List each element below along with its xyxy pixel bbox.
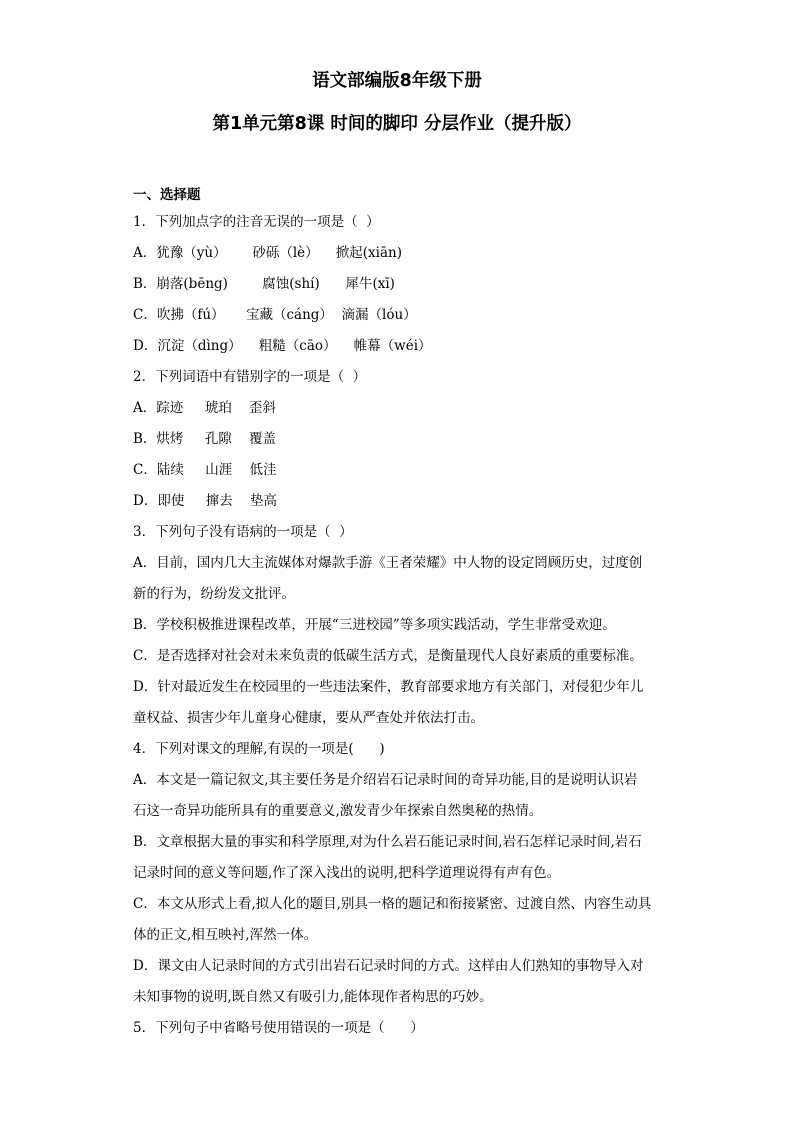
question-4-option-c: C．本文从形式上看,拟人化的题目,别具一格的题记和衔接紧密、过渡自然、内容生动具 — [133, 896, 652, 912]
question-1-option-d: D．沉淀（dìng） 粗糙（cāo） 帷幕（wéi） — [133, 338, 432, 354]
question-4-option-d: D．课文由人记录时间的方式引出岩石记录时间的方式。这样由人们熟知的事物导入对 — [133, 958, 644, 974]
question-4-option-c-cont: 体的正文,相互映衬,浑然一体。 — [133, 927, 318, 943]
question-4-option-a: A．本文是一篇记叙文,其主要任务是介绍岩石记录时间的奇异功能,目的是说明认识岩 — [133, 772, 638, 788]
question-list — [133, 207, 661, 1044]
question-3-option-b: B．学校积极推进课程改革，开展“三进校园”等多项实践活动，学生非常受欢迎。 — [133, 617, 616, 633]
question-4-option-a-cont: 石这一奇异功能所具有的重要意义,激发青少年探索自然奥秘的热情。 — [133, 803, 543, 819]
question-4-option-b-cont: 记录时间的意义等问题,作了深入浅出的说明,把科学道理说得有声有色。 — [133, 865, 561, 881]
section-heading-choice: 一、选择题 — [133, 187, 201, 203]
question-2-stem: 2．下列词语中有错别字的一项是（ ） — [133, 369, 367, 385]
question-5-stem: 5．下列句子中省略号使用错误的一项是（ ） — [133, 1020, 424, 1036]
question-3-option-a-cont: 新的行为，纷纷发文批评。 — [133, 586, 295, 602]
question-1-option-a: A．犹豫（yù） 砂砾（lè） 掀起(xiān) — [133, 245, 402, 261]
question-4-option-b: B．文章根据大量的事实和科学原理,对为什么岩石能记录时间,岩石怎样记录时间,岩石 — [133, 834, 642, 850]
question-4-option-d-cont: 未知事物的说明,既自然又有吸引力,能体现作者构思的巧妙。 — [133, 989, 493, 1005]
question-3-stem: 3．下列句子没有语病的一项是（ ） — [133, 524, 353, 540]
question-2-option-b: B．烘烤 孔隙 覆盖 — [133, 431, 277, 447]
question-1-option-c: C．吹拂（fú） 宝藏（cáng） 滴漏（lóu） — [133, 307, 417, 323]
question-3-option-c: C．是否选择对社会对未来负责的低碳生活方式，是衡量现代人良好素质的重要标准。 — [133, 648, 643, 664]
question-3-option-d: D．针对最近发生在校园里的一些违法案件，教育部要求地方有关部门，对侵犯少年儿 — [133, 679, 644, 695]
document-title: 语文部编版8年级下册 — [312, 71, 482, 91]
document-subtitle: 第1单元第8课 时间的脚印 分层作业（提升版） — [212, 114, 582, 134]
question-3-option-a: A．目前，国内几大主流媒体对爆款手游《王者荣耀》中人物的设定罔顾历史，过度创 — [133, 555, 643, 571]
question-2-option-d: D．即使 撺去 垫高 — [133, 493, 277, 509]
question-1-option-b: B．崩落(bēng) 腐蚀(shí) 犀牛(xī) — [133, 276, 395, 292]
question-2-option-c: C．陆续 山涯 低洼 — [133, 462, 277, 478]
question-4-stem: 4．下列对课文的理解,有误的一项是( ) — [133, 741, 385, 757]
question-2-option-a: A．踪迹 琥珀 歪斜 — [133, 400, 276, 416]
question-1-stem: 1．下列加点字的注音无误的一项是（ ） — [133, 214, 380, 230]
question-3-option-d-cont: 童权益、损害少年儿童身心健康，要从严查处并依法打击。 — [133, 710, 484, 726]
